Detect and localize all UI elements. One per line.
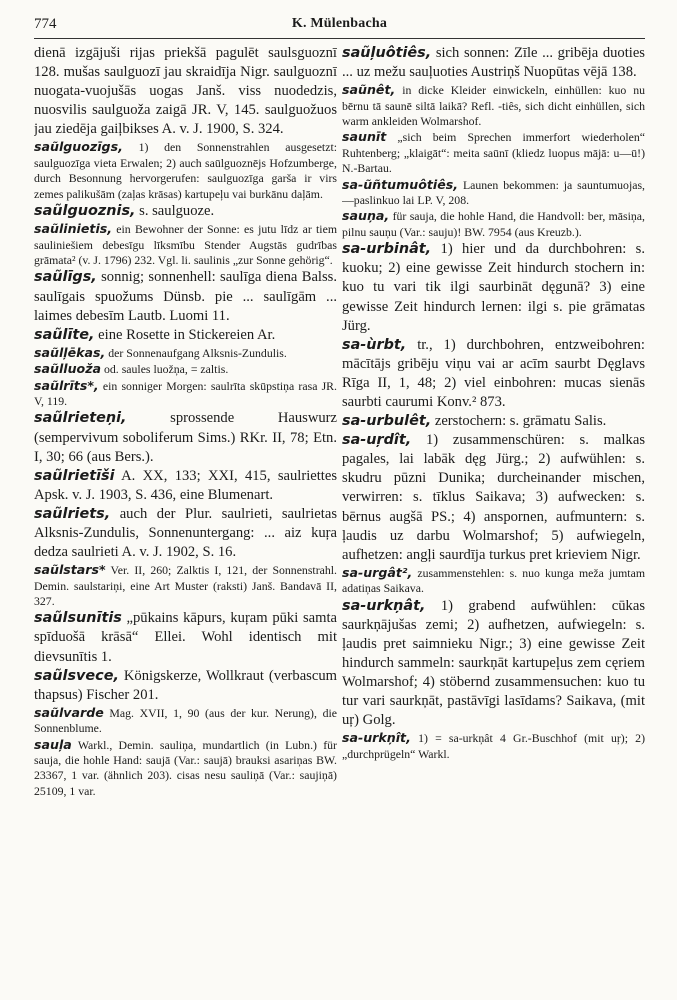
entry-headword: sa-urbulêt,: [342, 413, 432, 430]
entry-headword: saunīt: [342, 129, 387, 145]
entry-headword: saũlrīts*,: [34, 377, 99, 393]
dictionary-entry: [34, 705, 337, 737]
dictionary-entry: [34, 139, 337, 202]
entry-text: 1) hier und da durchbohren: s. kuoku; 2) eine gewisse Zeit hindurch stochern in: kuo tu vari tik ilgi saurbināt dęgunā? 3) eine gewisse Zeit hindurch lernen: ilgi s. pie grāmatas Jürg.: [342, 241, 645, 334]
entry-text: 1) = sa-urkņât 4 Gr.-Buschhof (mit uŗ); 2) „durchprügeln“ Warkl.: [342, 731, 645, 761]
entry-headword: sauļa: [34, 736, 72, 752]
entry-headword: sa-ũñtumuôtiês,: [342, 176, 459, 192]
entry-headword: saũlvarde: [34, 704, 104, 720]
dictionary-entry: [342, 129, 645, 176]
entry-text: tr., 1) durchbohren, entzweibohren: mācītājs gribēju viņu vai ar acīm saurbt Dęglavs Rīga II, 1, 48; 2) viel einbohren: mucas sienās saurbti caurumi Konv.² 873.: [342, 336, 645, 410]
running-head: K. Mülenbacha: [291, 16, 388, 31]
dictionary-entry: [342, 177, 645, 209]
right-column: [342, 44, 645, 992]
entry-text: in dicke Kleider einwickeln, einhüllen: kuo nu bērnu tā saunē siltā laikā? Refl. -tiês, sich dicht einhüllen, sich warm ankleiden Wolmarshof.: [342, 83, 645, 128]
dictionary-entry: [342, 208, 645, 240]
entry-text: od. saules luožņa, = zaltis.: [104, 362, 229, 377]
entry-headword: saũlriets,: [34, 505, 111, 522]
dictionary-entry: [34, 409, 337, 466]
dictionary-entry: [342, 412, 645, 431]
dictionary-entry: [34, 609, 337, 666]
dictionary-entry: [34, 562, 337, 609]
entry-text: für sauja, die hohle Hand, die Handvoll: ber, māsiņa, pilnu sauņu (Var.: sauju)! BW. 7954 (aus Kreuzb.).: [342, 209, 645, 239]
dictionary-entry: [34, 221, 337, 268]
entry-headword: sa-urgât²,: [342, 564, 413, 580]
entry-text: Warkl., Demin. sauliņa, mundartlich (in Lubn.) für sauja, die hohle Hand: saujā (Var.: saujā) brauksi asariņas BW. 23367, 1 var. (ähnlich 203). cisas nesu sauliņā (Var.: saujiņā) 25109, 1 var.: [34, 737, 337, 798]
entry-headword: sa-urkņât,: [342, 597, 426, 614]
dictionary-entry: [342, 336, 645, 412]
entry-text: sonnig; sonnenhell: saulīga diena Balss. saulīgais spuožums Dünsb. pie ... saulīgām ... laimes debesīm Lautb. Luomi 11.: [34, 269, 337, 324]
entry-text: Launen bekommen: ja sauntumuojas, —paslinkuo lai LP. V, 208.: [342, 177, 645, 208]
dictionary-entry: [342, 597, 645, 731]
entry-text: sprossende Hauswurz (sempervivum soboliferum Sims.) RKr. II, 78; Etn. I, 30; 66 (aus Bers.).: [34, 410, 337, 465]
dictionary-entry: [342, 82, 645, 129]
entry-text: ein Bewohner der Sonne: es jutu līdz ar tiem sauliniešiem debesīgu līksmību Stender Augstās gudrības grāmata² (v. J. 1796) 232. Vgl. li. saulinis „zur Sonne gehörig“.: [34, 222, 337, 267]
entry-text: eine Rosette in Stickereien Ar.: [98, 326, 276, 343]
entry-headword: sa-uŗdît,: [342, 432, 412, 449]
entry-headword: saũlsunītis: [34, 610, 122, 627]
entry-text: 1) den Sonnenstrahlen ausgesetzt: saulguozīga vieta Erwalen; 2) auch saūlguoznējs Hofzumberge, durch Besonnung hervorgerufen: saulguozīga garša ir virs zemes palikušām (zaļas krāsas) kartupeļu vai burkānu daļām.: [34, 140, 337, 201]
entry-headword: saũnêt,: [342, 82, 396, 98]
dictionary-entry: [342, 565, 645, 597]
dictionary-entry: [342, 44, 645, 82]
dictionary-entry: [342, 431, 645, 565]
entry-text: s. saulguoze.: [139, 203, 215, 220]
entry-headword: sauņa,: [342, 208, 390, 224]
entry-headword: sa-urbinât,: [342, 241, 432, 258]
dictionary-entry: [342, 240, 645, 335]
dictionary-entry: [34, 361, 337, 377]
entry-text: A. XX, 133; XXI, 415, saulriettes Apsk. v. J. 1903, S. 436, eine Blumenart.: [34, 467, 337, 503]
entry-headword: saũlstars*: [34, 562, 106, 578]
entry-text: Mag. XVII, 1, 90 (aus der kur. Nerung), die Sonnenblume.: [34, 705, 337, 736]
entry-text: zusammenstehlen: s. nuo kunga meža jumtam adatiņas Saikava.: [342, 565, 645, 596]
entry-headword: saũlsvece,: [34, 667, 119, 684]
entry-text: 1) zusammenschüren: s. malkas pagales, lai labāk dęg Jürg.; 2) aufwühlen: s. skudru pūzni Dunika; durcheinander mischen, verwirren: s. tīklus Saikava; 3) aufwecken: s. bērnus augšā PS.; 4) anspornen, aufmuntern: s. ļaudis uz darbu Wolmarshof; 5) aufwiegeln, aufhetzen: angļi saurdīja turkus pret krieviem Nigr.: [342, 432, 645, 563]
entry-text: zerstochern: s. grāmatu Salis.: [434, 413, 607, 430]
entry-headword: saũlrieteņi,: [34, 410, 127, 427]
entry-text: 1) grabend aufwühlen: cūkas saurkņājušas zemi; 2) aufhetzen, aufwiegeln: s. ļaudis pret saimnieku Nigr.; 3) eine gewisse Zeit hindurch sammeln: saurkņāt kartupeļus zem cęriem Wolmarshof; 4) stöbernd zusammensuchen: kuo tu tur vari saurkņāt, pastāvīgi lasīdams? Saikava, (mit uŗ) Golg.: [342, 597, 645, 729]
entry-text: Ver. II, 260; Zalktis I, 121, der Sonnenstrahl. Demin. saulstariņi, eine Art Muster (raksti) Janš. Bandavā II, 327.: [34, 563, 337, 608]
dictionary-entry: [34, 505, 337, 562]
entry-text: dienā izgājuši rijas priekšā pagulēt saulsguoznī 128. mušas saulguozī jau skraidīja Nigr. saulguoznī nuogata-vuojušās uogas Janš. viss nuodedzis, nuosvilis saulguoža zaigā JR. V, 145. saulguožuos jau ziedēja gaiļbikses A. v. J. 1900, S. 324.: [34, 45, 337, 138]
entry-headword: sa-urkņît,: [342, 730, 411, 746]
entry-headword: saũlluoža: [34, 361, 102, 377]
entry-headword: sa-ùrbt,: [342, 336, 407, 353]
dictionary-entry: [34, 378, 337, 410]
entry-headword: saũlguozīgs,: [34, 139, 123, 155]
dictionary-entry: [34, 667, 337, 705]
entry-headword: saũlīgs,: [34, 269, 97, 286]
entry-text: „sich beim Sprechen immerfort wiederholen“ Ruhtenberg; „klaigāt“: meita saūnī (kliedz luopus mājā: u—ū!) N.-Bartau.: [342, 130, 645, 176]
dictionary-entry: [34, 44, 337, 139]
entry-headword: saũlīte,: [34, 326, 95, 343]
left-column: [34, 44, 337, 992]
entry-text: sich sonnen: Zīle ... gribēja duoties ... uz mežu sauļuoties Austriņš Nuopūtas vējā 138.: [342, 45, 645, 81]
entry-text: ein sonniger Morgen: saulrīta skūpstiņa rasa JR. V, 119.: [34, 378, 337, 408]
entry-text: Königskerze, Wollkraut (verbascum thapsus) Fischer 201.: [34, 667, 337, 703]
entry-headword: saũlļēkas,: [34, 344, 106, 360]
entry-headword: saũlrietīši: [34, 467, 115, 484]
entry-text: „pūkains kāpurs, kuŗam pūki samta spīduošā krāsā“ Ellei. Wohl identisch mit dievsunītis 1.: [34, 610, 337, 665]
entry-text: der Sonnenaufgang Alksnis-Zundulis.: [108, 345, 287, 360]
page-number: 774: [34, 16, 57, 32]
entry-headword: saũlguoznis,: [34, 203, 136, 220]
dictionary-entry: [34, 326, 337, 345]
page-header: [34, 16, 645, 39]
dictionary-entry: [34, 467, 337, 505]
dictionary-entry: [34, 202, 337, 221]
dictionary-entry: [34, 345, 337, 361]
entry-headword: saũlinietis,: [34, 221, 113, 237]
dictionary-entry: [34, 737, 337, 800]
dictionary-entry: [34, 268, 337, 325]
entry-headword: saũļuôtiês,: [342, 45, 432, 61]
dictionary-entry: [342, 730, 645, 762]
entry-text: auch der Plur. saulrieti, saulrietas Alksnis-Zundulis, Sonnenuntergang: ... aiz kuŗa dedza saulrieti A. v. J. 1902, S. 16.: [34, 505, 337, 561]
